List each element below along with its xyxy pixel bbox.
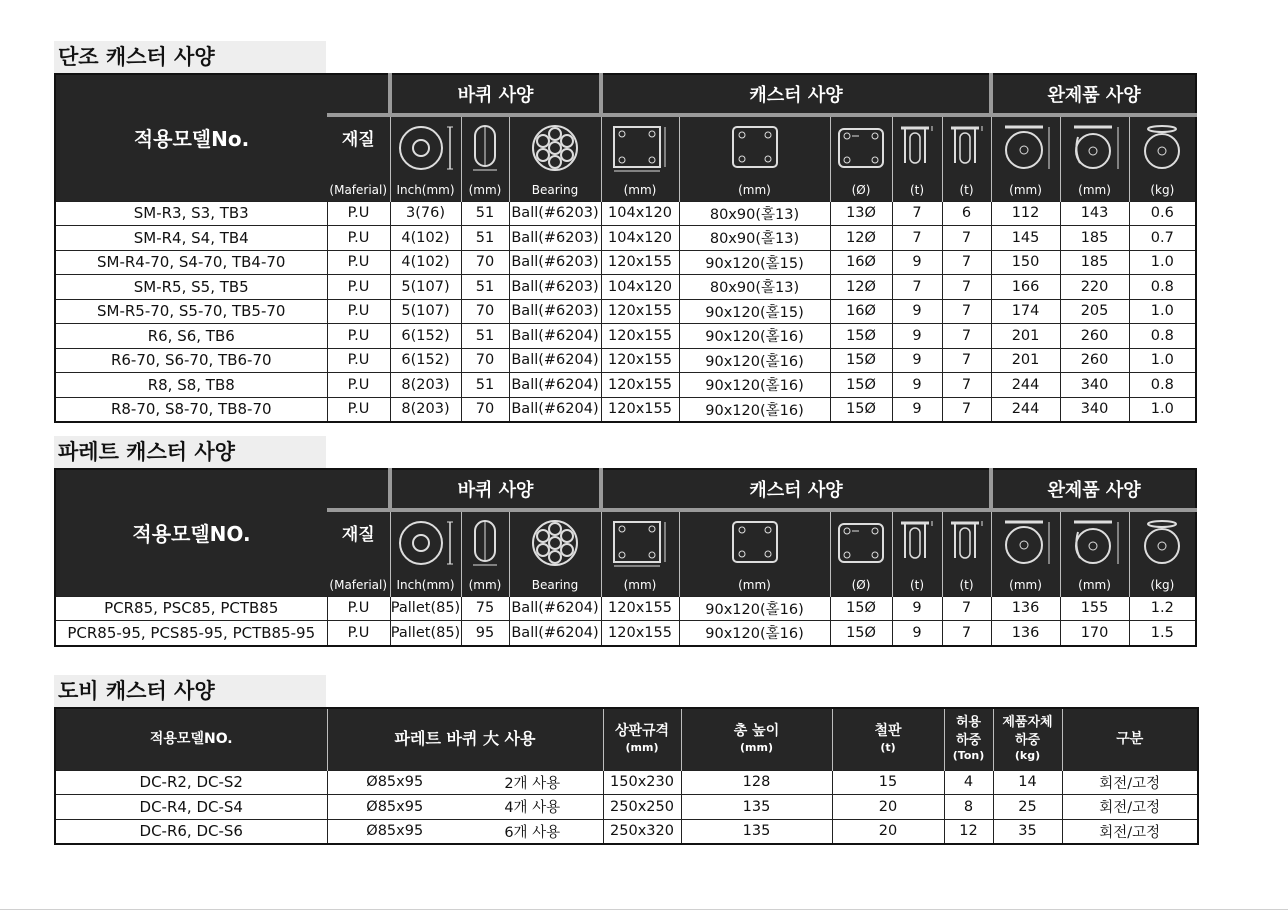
unit-label: Bearing: [509, 572, 601, 596]
model-header: 적용모델NO.: [55, 708, 327, 770]
table-cell: 260: [1060, 348, 1129, 373]
unit-label: (kg): [1129, 177, 1196, 201]
forged-table-body: [55, 201, 1196, 422]
table-cell: 104x120: [601, 226, 679, 251]
rigid-caster-height-icon: [991, 115, 1060, 177]
table-cell: 4: [944, 770, 993, 795]
table-cell: P.U: [327, 250, 390, 275]
table-cell: 7: [942, 348, 991, 373]
table-cell: 15Ø: [830, 348, 892, 373]
table-row: [55, 226, 1196, 251]
table-cell: 80x90(홀13): [679, 275, 830, 300]
table-cell: 174: [991, 299, 1060, 324]
table-cell: 회전/고정: [1062, 770, 1198, 795]
table-cell: Ø85x95: [327, 770, 462, 795]
table-cell: 201: [991, 324, 1060, 349]
table-cell: 90x120(홀16): [679, 596, 830, 621]
table-cell: 5(107): [390, 299, 461, 324]
table-cell: P.U: [327, 299, 390, 324]
wheel-spec-header: 바퀴 사양: [390, 74, 601, 115]
bearing-icon: [509, 510, 601, 572]
table-cell: P.U: [327, 621, 390, 646]
allow-load-label-2: 하중: [955, 732, 982, 748]
table-cell: 135: [681, 819, 832, 844]
table-cell: 25: [993, 795, 1062, 820]
model-cell: R6, S6, TB6: [55, 324, 327, 349]
table-cell: 244: [991, 397, 1060, 422]
table-cell: 120x155: [601, 299, 679, 324]
self-weight-header: [993, 708, 1062, 770]
plate-size-icon: [601, 115, 679, 177]
table-row: [55, 397, 1196, 422]
table-cell: 90x120(홀16): [679, 397, 830, 422]
table-cell: 80x90(홀13): [679, 201, 830, 226]
total-height-label: 총 높이: [733, 723, 780, 740]
wheel-width-icon: [461, 115, 509, 177]
table-cell: 7: [942, 324, 991, 349]
table-cell: 20: [832, 795, 944, 820]
table-cell: 150x230: [603, 770, 681, 795]
unit-label: (kg): [1129, 572, 1196, 596]
table-cell: 15Ø: [830, 397, 892, 422]
allow-load-label-1: 허용: [955, 715, 982, 731]
unit-label: (mm): [679, 572, 830, 596]
unit-label: (mm): [601, 572, 679, 596]
bolt-hole-pitch-icon: [679, 115, 830, 177]
table-cell: Ball(#6203): [509, 250, 601, 275]
pallet-caster-spec-table: [54, 468, 1197, 647]
table-cell: 6(152): [390, 324, 461, 349]
pallet-wheel-header: 파레트 바퀴 大 사용: [327, 708, 603, 770]
table-cell: Ball(#6204): [509, 324, 601, 349]
table-row: [55, 275, 1196, 300]
table-cell: Ball(#6203): [509, 201, 601, 226]
caster-weight-icon: [1129, 510, 1196, 572]
table-row: [55, 348, 1196, 373]
unit-label: (t): [942, 572, 991, 596]
plate-thickness-icon: [892, 115, 942, 177]
table-cell: 20: [832, 819, 944, 844]
unit-label: (t): [892, 177, 942, 201]
material-unit-label: (Maferial): [327, 572, 390, 596]
table-row: [55, 795, 1198, 820]
table-cell: 250x250: [603, 795, 681, 820]
table-cell: 340: [1060, 373, 1129, 398]
table-cell: 7: [892, 275, 942, 300]
table-cell: 1.0: [1129, 250, 1196, 275]
model-cell: PCR85, PSC85, PCTB85: [55, 596, 327, 621]
table-cell: P.U: [327, 596, 390, 621]
table-cell: 51: [461, 201, 509, 226]
table-cell: 0.8: [1129, 275, 1196, 300]
table-cell: Ball(#6204): [509, 373, 601, 398]
caster-weight-icon: [1129, 115, 1196, 177]
section-title-dolly: 도비 캐스터 사양: [54, 675, 326, 707]
self-weight-unit: (kg): [1014, 749, 1041, 763]
table-cell: Ball(#6204): [509, 348, 601, 373]
unit-label: (mm): [991, 572, 1060, 596]
table-cell: 7: [942, 397, 991, 422]
table-cell: 185: [1060, 250, 1129, 275]
table-cell: 51: [461, 324, 509, 349]
dolly-table-body: [55, 770, 1198, 844]
table-cell: 90x120(홀16): [679, 621, 830, 646]
steel-plate-label: 철판: [874, 723, 902, 740]
table-cell: 80x90(홀13): [679, 226, 830, 251]
allow-load-unit: (Ton): [952, 749, 985, 763]
table-cell: 120x155: [601, 250, 679, 275]
unit-label: (Ø): [830, 572, 892, 596]
table-cell: 0.8: [1129, 373, 1196, 398]
model-cell: R8, S8, TB8: [55, 373, 327, 398]
total-height-header: [681, 708, 832, 770]
self-weight-label-2: 하중: [1014, 732, 1041, 748]
table-cell: 9: [892, 596, 942, 621]
table-cell: 9: [892, 373, 942, 398]
wheel-diameter-icon: [390, 115, 461, 177]
model-cell: R8-70, S8-70, TB8-70: [55, 397, 327, 422]
unit-label: (Ø): [830, 177, 892, 201]
table-cell: 1.0: [1129, 397, 1196, 422]
table-cell: 250x320: [603, 819, 681, 844]
table-cell: 16Ø: [830, 299, 892, 324]
allow-load-header: [944, 708, 993, 770]
table-cell: 7: [892, 226, 942, 251]
table-cell: 7: [942, 373, 991, 398]
model-cell: PCR85-95, PCS85-95, PCTB85-95: [55, 621, 327, 646]
table-cell: 70: [461, 348, 509, 373]
steel-plate-unit: (t): [880, 741, 896, 755]
section-title-forged: 단조 캐스터 사양: [54, 41, 326, 73]
material-header: 재질: [327, 510, 390, 572]
table-row: [55, 373, 1196, 398]
table-cell: 120x155: [601, 621, 679, 646]
table-cell: Ball(#6203): [509, 226, 601, 251]
table-cell: 회전/고정: [1062, 795, 1198, 820]
table-cell: Ball(#6203): [509, 275, 601, 300]
table-cell: 9: [892, 299, 942, 324]
table-cell: P.U: [327, 201, 390, 226]
table-cell: 95: [461, 621, 509, 646]
rigid-caster-height-icon: [991, 510, 1060, 572]
unit-label: (mm): [601, 177, 679, 201]
table-cell: 1.2: [1129, 596, 1196, 621]
table-cell: Ø85x95: [327, 819, 462, 844]
table-cell: 220: [1060, 275, 1129, 300]
unit-label: (t): [892, 572, 942, 596]
unit-label: (mm): [1060, 177, 1129, 201]
table-cell: 9: [892, 324, 942, 349]
table-cell: 1.0: [1129, 299, 1196, 324]
model-cell: SM-R4-70, S4-70, TB4-70: [55, 250, 327, 275]
table-cell: Ball(#6203): [509, 299, 601, 324]
unit-label: (t): [942, 177, 991, 201]
table-cell: 9: [892, 348, 942, 373]
material-header: 재질: [327, 115, 390, 177]
bearing-icon: [509, 115, 601, 177]
table-cell: 51: [461, 275, 509, 300]
wheel-width-icon: [461, 510, 509, 572]
pallet-table-body: [55, 596, 1196, 646]
wheel-spec-header: 바퀴 사양: [390, 469, 601, 510]
table-cell: 0.8: [1129, 324, 1196, 349]
table-cell: 260: [1060, 324, 1129, 349]
swivel-caster-height-icon: [1060, 115, 1129, 177]
table-cell: Ball(#6204): [509, 621, 601, 646]
table-cell: 회전/고정: [1062, 819, 1198, 844]
table-cell: 120x155: [601, 373, 679, 398]
table-cell: 75: [461, 596, 509, 621]
model-header: 적용모델No.: [55, 74, 327, 201]
table-row: [55, 201, 1196, 226]
table-cell: 1.5: [1129, 621, 1196, 646]
plate-size-unit: (mm): [625, 741, 659, 755]
table-cell: 7: [942, 596, 991, 621]
table-row: [55, 596, 1196, 621]
table-cell: 6: [942, 201, 991, 226]
table-row: [55, 770, 1198, 795]
table-cell: 8(203): [390, 373, 461, 398]
wheel-diameter-icon: [390, 510, 461, 572]
table-cell: 9: [892, 250, 942, 275]
table-cell: 4(102): [390, 226, 461, 251]
hole-diameter-icon: [830, 115, 892, 177]
table-cell: 205: [1060, 299, 1129, 324]
table-cell: P.U: [327, 226, 390, 251]
total-height-unit: (mm): [740, 741, 773, 755]
plate-thickness-icon: [892, 510, 942, 572]
table-cell: 70: [461, 250, 509, 275]
complete-spec-header: 완제품 사양: [991, 469, 1196, 510]
caster-spec-header: 캐스터 사양: [601, 74, 991, 115]
table-cell: 166: [991, 275, 1060, 300]
model-cell: SM-R4, S4, TB4: [55, 226, 327, 251]
unit-label: (mm): [461, 177, 509, 201]
table-cell: 15: [832, 770, 944, 795]
table-row: [55, 819, 1198, 844]
swivel-caster-height-icon: [1060, 510, 1129, 572]
material-unit-label: (Maferial): [327, 177, 390, 201]
page-divider: [0, 909, 1288, 910]
model-header: 적용모델NO.: [55, 469, 327, 596]
table-cell: 120x155: [601, 348, 679, 373]
table-cell: 51: [461, 373, 509, 398]
table-cell: 7: [892, 201, 942, 226]
table-cell: Pallet(85): [390, 621, 461, 646]
bracket-thickness-icon: [942, 115, 991, 177]
model-cell: R6-70, S6-70, TB6-70: [55, 348, 327, 373]
table-cell: 143: [1060, 201, 1129, 226]
table-cell: 70: [461, 299, 509, 324]
table-cell: 4개 사용: [462, 795, 603, 820]
division-header: 구분: [1062, 708, 1198, 770]
model-cell: DC-R2, DC-S2: [55, 770, 327, 795]
table-cell: 104x120: [601, 201, 679, 226]
table-cell: 15Ø: [830, 596, 892, 621]
table-cell: P.U: [327, 397, 390, 422]
table-cell: 120x155: [601, 324, 679, 349]
table-cell: P.U: [327, 324, 390, 349]
table-cell: 0.6: [1129, 201, 1196, 226]
table-cell: 6개 사용: [462, 819, 603, 844]
table-cell: 9: [892, 397, 942, 422]
table-cell: 201: [991, 348, 1060, 373]
dolly-caster-spec-table: [54, 707, 1199, 845]
table-cell: 155: [1060, 596, 1129, 621]
table-cell: 104x120: [601, 275, 679, 300]
table-cell: 6(152): [390, 348, 461, 373]
table-cell: P.U: [327, 348, 390, 373]
table-cell: 14: [993, 770, 1062, 795]
table-cell: 2개 사용: [462, 770, 603, 795]
unit-label: Bearing: [509, 177, 601, 201]
table-cell: 8(203): [390, 397, 461, 422]
table-cell: 244: [991, 373, 1060, 398]
table-cell: 7: [942, 226, 991, 251]
table-cell: 128: [681, 770, 832, 795]
table-cell: 90x120(홀16): [679, 348, 830, 373]
table-cell: 0.7: [1129, 226, 1196, 251]
table-cell: 136: [991, 621, 1060, 646]
table-cell: Ball(#6204): [509, 397, 601, 422]
table-row: [55, 250, 1196, 275]
steel-plate-header: [832, 708, 944, 770]
table-row: [55, 324, 1196, 349]
table-cell: 185: [1060, 226, 1129, 251]
table-cell: 7: [942, 250, 991, 275]
table-cell: Ball(#6204): [509, 596, 601, 621]
table-cell: 170: [1060, 621, 1129, 646]
table-cell: 7: [942, 299, 991, 324]
plate-size-label: 상판규격: [614, 723, 670, 740]
complete-spec-header: 완제품 사양: [991, 74, 1196, 115]
plate-size-header: [603, 708, 681, 770]
caster-spec-header: 캐스터 사양: [601, 469, 991, 510]
table-cell: P.U: [327, 275, 390, 300]
bolt-hole-pitch-icon: [679, 510, 830, 572]
table-cell: 90x120(홀15): [679, 250, 830, 275]
unit-label: (mm): [1060, 572, 1129, 596]
table-cell: 340: [1060, 397, 1129, 422]
table-cell: 12Ø: [830, 275, 892, 300]
table-cell: 12Ø: [830, 226, 892, 251]
table-cell: 90x120(홀16): [679, 373, 830, 398]
model-cell: DC-R6, DC-S6: [55, 819, 327, 844]
table-cell: 7: [942, 275, 991, 300]
table-cell: 3(76): [390, 201, 461, 226]
table-cell: 8: [944, 795, 993, 820]
unit-label: Inch(mm): [390, 572, 461, 596]
table-cell: 90x120(홀16): [679, 324, 830, 349]
table-cell: P.U: [327, 373, 390, 398]
table-cell: 15Ø: [830, 324, 892, 349]
table-cell: 135: [681, 795, 832, 820]
model-cell: SM-R3, S3, TB3: [55, 201, 327, 226]
table-cell: 16Ø: [830, 250, 892, 275]
table-cell: 15Ø: [830, 373, 892, 398]
unit-label: (mm): [461, 572, 509, 596]
unit-label: (mm): [679, 177, 830, 201]
table-cell: 70: [461, 397, 509, 422]
table-cell: 13Ø: [830, 201, 892, 226]
table-cell: 4(102): [390, 250, 461, 275]
table-cell: 112: [991, 201, 1060, 226]
table-cell: 7: [942, 621, 991, 646]
table-cell: 35: [993, 819, 1062, 844]
table-row: [55, 299, 1196, 324]
forged-caster-spec-table: [54, 73, 1197, 423]
table-cell: 150: [991, 250, 1060, 275]
unit-label: (mm): [991, 177, 1060, 201]
table-cell: 120x155: [601, 596, 679, 621]
table-cell: Ø85x95: [327, 795, 462, 820]
model-cell: SM-R5, S5, TB5: [55, 275, 327, 300]
table-cell: 1.0: [1129, 348, 1196, 373]
self-weight-label-1: 제품자체: [1002, 715, 1053, 731]
hole-diameter-icon: [830, 510, 892, 572]
model-cell: SM-R5-70, S5-70, TB5-70: [55, 299, 327, 324]
table-cell: Pallet(85): [390, 596, 461, 621]
table-cell: 120x155: [601, 397, 679, 422]
table-cell: 51: [461, 226, 509, 251]
section-title-pallet: 파레트 캐스터 사양: [54, 436, 326, 468]
table-cell: 145: [991, 226, 1060, 251]
table-cell: 5(107): [390, 275, 461, 300]
table-cell: 136: [991, 596, 1060, 621]
bracket-thickness-icon: [942, 510, 991, 572]
table-row: [55, 621, 1196, 646]
unit-label: Inch(mm): [390, 177, 461, 201]
model-cell: DC-R4, DC-S4: [55, 795, 327, 820]
plate-size-icon: [601, 510, 679, 572]
table-cell: 9: [892, 621, 942, 646]
table-cell: 12: [944, 819, 993, 844]
table-cell: 90x120(홀15): [679, 299, 830, 324]
table-cell: 15Ø: [830, 621, 892, 646]
